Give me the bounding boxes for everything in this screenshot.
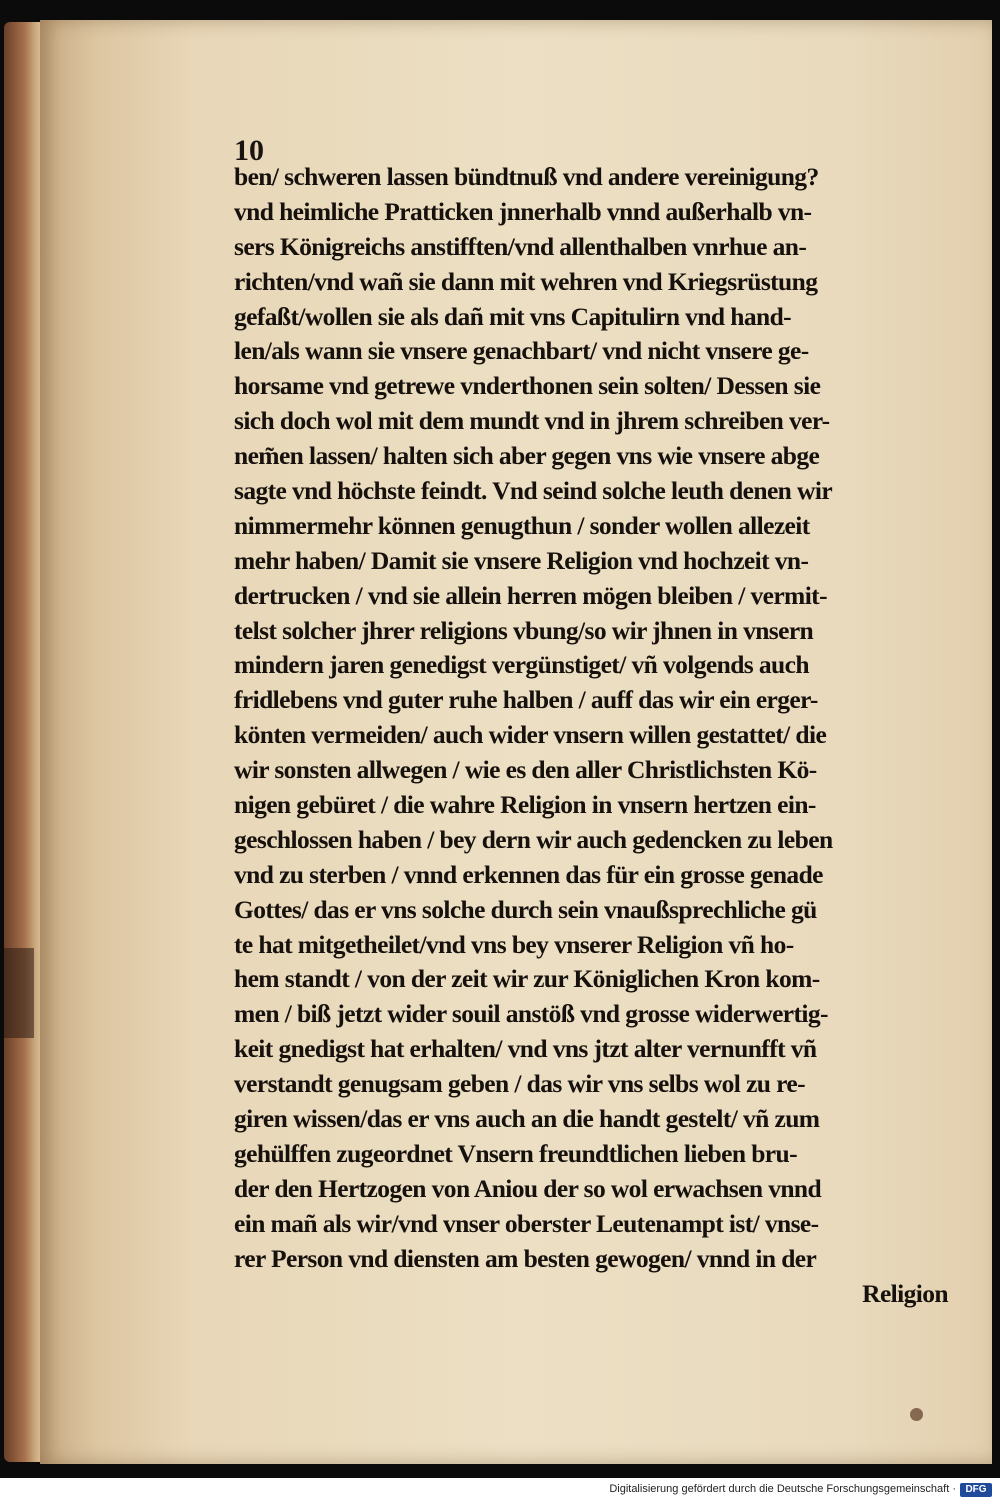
text-line: men / biß jetzt wider souil anstöß vnd grosse widerwertig- — [234, 999, 828, 1029]
text-line: hem standt / von der zeit wir zur Königlichen Kron kom- — [234, 964, 820, 994]
page-number: 10 — [234, 134, 264, 167]
text-line: fridlebens vnd guter ruhe halben / auff das wir ein erger- — [234, 685, 818, 715]
book-edge — [4, 22, 42, 1462]
text-line: rer Person vnd diensten am besten gewogen/ vnnd in der — [234, 1243, 817, 1273]
text-block — [234, 160, 954, 1311]
text-line: sagte vnd höchste feindt. Vnd seind solche leuth denen wir — [234, 476, 833, 506]
text-line: vnd zu sterben / vnnd erkennen das für ein grosse genade — [234, 859, 823, 889]
text-line: sers Königreichs anstifften/vnd allenthalben vnrhue an- — [234, 231, 807, 261]
text-line: gefaßt/wollen sie als dañ mit vns Capitulirn vnd hand- — [234, 301, 792, 331]
text-line: dertrucken / vnd sie allein herren mögen bleiben / vermit- — [234, 580, 827, 610]
text-line: vnd heimliche Pratticken jnnerhalb vnnd außerhalb vn- — [234, 196, 812, 226]
text-line: geschlossen haben / bey dern wir auch gedencken zu leben — [234, 824, 833, 854]
text-line: mehr haben/ Damit sie vnsere Religion vnd hochzeit vn- — [234, 545, 809, 575]
footer-credit: Digitalisierung gefördert durch die Deutsche Forschungsgemeinschaft · — [609, 1483, 956, 1495]
footer — [0, 1478, 1000, 1502]
text-line: ben/ schweren lassen bündtnuß vnd andere vereinigung? — [234, 162, 819, 191]
text-line: te hat mitgetheilet/vnd vns bey vnserer Religion vñ ho- — [234, 929, 794, 959]
text-line: telst solcher jhrer religions vbung/so wir jhnen in vnsern — [234, 615, 814, 645]
text-line: keit gnedigst hat erhalten/ vnd vns jtzt alter vernunfft vñ — [234, 1034, 817, 1064]
text-line: richten/vnd wañ sie dann mit wehren vnd Kriegsrüstung — [234, 266, 818, 296]
text-line: gehülffen zugeordnet Vnsern freundtlichen lieben bru- — [234, 1138, 797, 1168]
text-line: verstandt genugsam geben / das wir vns selbs wol zu re- — [234, 1069, 806, 1099]
text-line: sich doch wol mit dem mundt vnd in jhrem schreiben ver- — [234, 406, 830, 436]
text-line: nigen gebüret / die wahre Religion in vnsern hertzen ein- — [234, 790, 816, 820]
text-line: giren wissen/das er vns auch an die handt gestelt/ vñ zum — [234, 1104, 820, 1134]
dfg-logo: DFG — [960, 1483, 992, 1497]
text-line: könten vermeiden/ auch wider vnsern willen gestattet/ die — [234, 720, 827, 750]
text-line: Gottes/ das er vns solche durch sein vnaußsprechliche gü — [234, 894, 817, 924]
text-line: mindern jaren genedigst vergünstiget/ vñ volgends auch — [234, 650, 809, 680]
catchword: Religion — [862, 1278, 948, 1308]
text-line: der den Hertzogen von Aniou der so wol erwachsen vnnd — [234, 1173, 822, 1203]
edge-mark — [4, 948, 34, 1038]
text-line: ein mañ als wir/vnd vnser oberster Leutenampt ist/ vnse- — [234, 1208, 819, 1238]
text-line: nem̃en lassen/ halten sich aber gegen vns wie vnsere abge — [234, 441, 820, 471]
text-line: nimmermehr können genugthun / sonder wollen allezeit — [234, 510, 810, 540]
ink-stain — [910, 1408, 923, 1421]
text-line: wir sonsten allwegen / wie es den aller Christlichsten Kö- — [234, 755, 817, 785]
text-line: horsame vnd getrewe vnderthonen sein solten/ Dessen sie — [234, 371, 821, 401]
text-line: len/als wann sie vnsere genachbart/ vnd nicht vnsere ge- — [234, 336, 809, 366]
